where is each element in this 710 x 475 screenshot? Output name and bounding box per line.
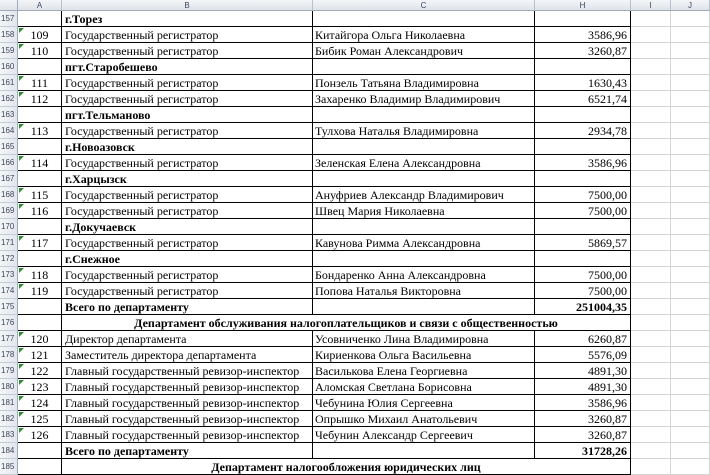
cell-name[interactable]: [313, 59, 535, 75]
row-header[interactable]: 173: [0, 267, 18, 283]
cell-empty[interactable]: [631, 283, 671, 299]
row-header[interactable]: 177: [0, 331, 18, 347]
cell-empty[interactable]: [671, 427, 710, 443]
cell-name[interactable]: Зеленская Елена Александровна: [313, 155, 535, 171]
cell-amount[interactable]: [535, 139, 631, 155]
row-header[interactable]: 168: [0, 187, 18, 203]
cell-amount[interactable]: 5576,09: [535, 347, 631, 363]
row-header[interactable]: 159: [0, 43, 18, 59]
cell-position[interactable]: Государственный регистратор: [62, 235, 313, 251]
cell-department-title[interactable]: Департамент налогообложения юридических лиц: [62, 459, 631, 475]
cell-empty[interactable]: [631, 411, 671, 427]
error-indicator-icon: [19, 268, 24, 273]
cell-amount[interactable]: 7500,00: [535, 187, 631, 203]
table-row: [0, 91, 710, 107]
cell-number[interactable]: 109: [18, 27, 62, 43]
cell-group-label[interactable]: г.Харцызск: [62, 171, 313, 187]
cell-amount[interactable]: [535, 219, 631, 235]
cell-amount[interactable]: 6521,74: [535, 91, 631, 107]
cell-name[interactable]: Ануфриев Александр Владимирович: [313, 187, 535, 203]
cell-number[interactable]: 116: [18, 203, 62, 219]
cell-amount[interactable]: 2934,78: [535, 123, 631, 139]
error-indicator-icon: [19, 156, 24, 161]
cell-empty[interactable]: [671, 363, 710, 379]
cell-number[interactable]: [18, 107, 62, 123]
cell-name[interactable]: Чебунина Юлия Сергеевна: [313, 395, 535, 411]
table-row: [0, 59, 710, 75]
cell-group-label[interactable]: г.Снежное: [62, 251, 313, 267]
cell-number[interactable]: 118: [18, 267, 62, 283]
cell-number[interactable]: [18, 299, 62, 315]
cell-empty[interactable]: [631, 427, 671, 443]
cell-number[interactable]: 125: [18, 411, 62, 427]
cell-number[interactable]: 117: [18, 235, 62, 251]
cell-name[interactable]: Швец Мария Николаевна: [313, 203, 535, 219]
cell-empty[interactable]: [631, 43, 671, 59]
cell-empty[interactable]: [671, 43, 710, 59]
table-row: [0, 155, 710, 171]
error-indicator-icon: [19, 428, 24, 433]
cell-number[interactable]: [18, 171, 62, 187]
cell-empty[interactable]: [671, 171, 710, 187]
cell-empty[interactable]: [671, 59, 710, 75]
row-header[interactable]: 169: [0, 203, 18, 219]
cell-empty[interactable]: [671, 11, 710, 27]
table-row: [0, 251, 710, 267]
column-header-i[interactable]: I: [631, 0, 671, 11]
cell-empty[interactable]: [631, 379, 671, 395]
cell-empty[interactable]: [671, 379, 710, 395]
cell-empty[interactable]: [631, 91, 671, 107]
row-header[interactable]: 158: [0, 27, 18, 43]
error-indicator-icon: [19, 364, 24, 369]
row-header[interactable]: 171: [0, 235, 18, 251]
cell-number[interactable]: 114: [18, 155, 62, 171]
table-row: [0, 347, 710, 363]
table-row: [0, 75, 710, 91]
cell-department-title[interactable]: Департамент обслуживания налогоплательщиков и связи с общественностью: [62, 315, 631, 331]
cell-name[interactable]: [313, 171, 535, 187]
table-row: [0, 379, 710, 395]
row-header[interactable]: 176: [0, 315, 18, 331]
error-indicator-icon: [19, 124, 24, 129]
cell-amount[interactable]: 3260,87: [535, 43, 631, 59]
cell-name[interactable]: Бибик Роман Александрович: [313, 43, 535, 59]
error-indicator-icon: [19, 284, 24, 289]
cell-position[interactable]: Государственный регистратор: [62, 283, 313, 299]
cell-name[interactable]: Кавунова Римма Александровна: [313, 235, 535, 251]
cell-amount[interactable]: 3586,96: [535, 155, 631, 171]
cell-amount[interactable]: [535, 251, 631, 267]
cell-empty[interactable]: [631, 187, 671, 203]
cell-total-amount[interactable]: 31728,26: [535, 443, 631, 459]
cell-empty[interactable]: [671, 267, 710, 283]
error-indicator-icon: [19, 332, 24, 337]
cell-empty[interactable]: [631, 443, 671, 459]
cell-empty[interactable]: [631, 363, 671, 379]
column-header-j[interactable]: J: [671, 0, 710, 11]
cell-name[interactable]: [313, 251, 535, 267]
table-row: [0, 411, 710, 427]
cell-empty[interactable]: [631, 139, 671, 155]
cell-name[interactable]: Попова Наталья Викторовна: [313, 283, 535, 299]
cell-amount[interactable]: 7500,00: [535, 267, 631, 283]
cell-name[interactable]: Василькова Елена Георгиевна: [313, 363, 535, 379]
cell-name[interactable]: [313, 219, 535, 235]
row-header[interactable]: 174: [0, 283, 18, 299]
cell-empty[interactable]: [631, 11, 671, 27]
cell-number[interactable]: 119: [18, 283, 62, 299]
cell-empty[interactable]: [631, 107, 671, 123]
cell-empty[interactable]: [631, 395, 671, 411]
row-header[interactable]: 181: [0, 395, 18, 411]
error-indicator-icon: [19, 396, 24, 401]
cell-number[interactable]: 121: [18, 347, 62, 363]
table-row: [0, 363, 710, 379]
cell-total-label[interactable]: Всего по департаменту: [62, 443, 313, 459]
cell-name[interactable]: Понзель Татьяна Владимировна: [313, 75, 535, 91]
cell-position[interactable]: Главный государственный ревизор-инспектор: [62, 411, 313, 427]
cell-empty[interactable]: [671, 219, 710, 235]
cell-total-label[interactable]: Всего по департаменту: [62, 299, 313, 315]
cell-position[interactable]: Главный государственный ревизор-инспектор: [62, 427, 313, 443]
row-header[interactable]: 167: [0, 171, 18, 187]
row-header[interactable]: 170: [0, 219, 18, 235]
table-row: [0, 331, 710, 347]
cell-name[interactable]: Чебунин Александр Сергеевич: [313, 427, 535, 443]
cell-group-label[interactable]: пгт.Тельманово: [62, 107, 313, 123]
cell-empty[interactable]: [631, 267, 671, 283]
table-row: [0, 107, 710, 123]
cell-name[interactable]: [313, 107, 535, 123]
table-row: [0, 283, 710, 299]
cell-amount[interactable]: 6260,87: [535, 331, 631, 347]
row-header[interactable]: 178: [0, 347, 18, 363]
cell-empty[interactable]: [671, 27, 710, 43]
cell-number[interactable]: [18, 139, 62, 155]
cell-amount[interactable]: 3260,87: [535, 411, 631, 427]
cell-empty[interactable]: [671, 315, 710, 331]
cell-number[interactable]: 111: [18, 75, 62, 91]
table-row: [0, 123, 710, 139]
table-row: [0, 395, 710, 411]
cell-position[interactable]: Государственный регистратор: [62, 267, 313, 283]
cell-empty[interactable]: [671, 299, 710, 315]
cell-position[interactable]: Государственный регистратор: [62, 187, 313, 203]
error-indicator-icon: [19, 44, 24, 49]
cell-amount[interactable]: 4891,30: [535, 363, 631, 379]
error-indicator-icon: [19, 380, 24, 385]
cell-total-amount[interactable]: 251004,35: [535, 299, 631, 315]
cell-position[interactable]: Государственный регистратор: [62, 91, 313, 107]
cell-empty[interactable]: [671, 139, 710, 155]
cell-empty[interactable]: [671, 235, 710, 251]
error-indicator-icon: [19, 76, 24, 81]
cell-amount[interactable]: 5869,57: [535, 235, 631, 251]
cell-position[interactable]: Директор департамента: [62, 331, 313, 347]
cell-group-label[interactable]: г.Новоазовск: [62, 139, 313, 155]
cell-name[interactable]: [313, 443, 535, 459]
cell-empty[interactable]: [671, 123, 710, 139]
cell-position[interactable]: Государственный регистратор: [62, 27, 313, 43]
cell-empty[interactable]: [671, 155, 710, 171]
cell-empty[interactable]: [671, 107, 710, 123]
cell-amount[interactable]: 1630,43: [535, 75, 631, 91]
cell-position[interactable]: Заместитель директора департамента: [62, 347, 313, 363]
column-header-a[interactable]: A: [18, 0, 62, 11]
cell-name[interactable]: Захаренко Владимир Владимирович: [313, 91, 535, 107]
cell-position[interactable]: Государственный регистратор: [62, 75, 313, 91]
table-row: [0, 43, 710, 59]
cell-number[interactable]: 110: [18, 43, 62, 59]
row-header[interactable]: 157: [0, 11, 18, 27]
table-row: [0, 139, 710, 155]
column-header-c[interactable]: C: [313, 0, 535, 11]
cell-amount[interactable]: [535, 171, 631, 187]
cell-name[interactable]: [313, 139, 535, 155]
cell-name[interactable]: Кириенкова Ольга Васильевна: [313, 347, 535, 363]
error-indicator-icon: [19, 412, 24, 417]
cell-number[interactable]: 126: [18, 427, 62, 443]
cell-position[interactable]: Государственный регистратор: [62, 43, 313, 59]
cell-amount[interactable]: [535, 11, 631, 27]
table-row: [0, 427, 710, 443]
cell-empty[interactable]: [671, 395, 710, 411]
cell-empty[interactable]: [671, 459, 710, 475]
cell-number[interactable]: 112: [18, 91, 62, 107]
row-header[interactable]: 182: [0, 411, 18, 427]
cell-empty[interactable]: [631, 27, 671, 43]
error-indicator-icon: [19, 28, 24, 33]
error-indicator-icon: [19, 236, 24, 241]
cell-group-label[interactable]: пгт.Старобешево: [62, 59, 313, 75]
cell-name[interactable]: Опрышко Михаил Анатольевич: [313, 411, 535, 427]
cell-number[interactable]: 115: [18, 187, 62, 203]
cell-name[interactable]: Аломская Светлана Борисовна: [313, 379, 535, 395]
row-header[interactable]: 179: [0, 363, 18, 379]
cell-number[interactable]: [18, 459, 62, 475]
cell-empty[interactable]: [631, 219, 671, 235]
cell-empty[interactable]: [671, 283, 710, 299]
error-indicator-icon: [19, 348, 24, 353]
cell-empty[interactable]: [631, 299, 671, 315]
cell-number[interactable]: [18, 219, 62, 235]
table-row: [0, 443, 710, 459]
cell-empty[interactable]: [631, 347, 671, 363]
table-row: [0, 219, 710, 235]
cell-position[interactable]: Государственный регистратор: [62, 203, 313, 219]
cell-position[interactable]: Главный государственный ревизор-инспектор: [62, 379, 313, 395]
cell-name[interactable]: [313, 299, 535, 315]
cell-empty[interactable]: [631, 235, 671, 251]
cell-number[interactable]: [18, 315, 62, 331]
cell-empty[interactable]: [671, 331, 710, 347]
cell-empty[interactable]: [631, 59, 671, 75]
row-header[interactable]: 163: [0, 107, 18, 123]
cell-number[interactable]: [18, 443, 62, 459]
cell-empty[interactable]: [671, 203, 710, 219]
cell-empty[interactable]: [631, 203, 671, 219]
cell-group-label[interactable]: г.Докучаевск: [62, 219, 313, 235]
select-all-corner[interactable]: [0, 0, 18, 11]
table-row: [0, 267, 710, 283]
error-indicator-icon: [19, 204, 24, 209]
cell-empty[interactable]: [671, 443, 710, 459]
cell-amount[interactable]: [535, 107, 631, 123]
table-row: [0, 235, 710, 251]
table-row: [0, 187, 710, 203]
cell-empty[interactable]: [631, 171, 671, 187]
cell-empty[interactable]: [671, 347, 710, 363]
row-header[interactable]: 164: [0, 123, 18, 139]
cell-position[interactable]: Главный государственный ревизор-инспектор: [62, 395, 313, 411]
cell-amount[interactable]: 3260,87: [535, 427, 631, 443]
cell-position[interactable]: Главный государственный ревизор-инспектор: [62, 363, 313, 379]
cell-empty[interactable]: [671, 187, 710, 203]
cell-number[interactable]: [18, 251, 62, 267]
cell-number[interactable]: [18, 11, 62, 27]
cell-amount[interactable]: 7500,00: [535, 203, 631, 219]
cell-empty[interactable]: [671, 411, 710, 427]
cell-empty[interactable]: [631, 75, 671, 91]
cell-amount[interactable]: 3586,96: [535, 27, 631, 43]
cell-empty[interactable]: [631, 315, 671, 331]
cell-number[interactable]: 120: [18, 331, 62, 347]
column-header-h[interactable]: H: [535, 0, 631, 11]
cell-empty[interactable]: [671, 75, 710, 91]
cell-number[interactable]: [18, 59, 62, 75]
cell-empty[interactable]: [631, 459, 671, 475]
row-header[interactable]: 183: [0, 427, 18, 443]
column-header-b[interactable]: B: [62, 0, 313, 11]
table-row: [0, 459, 710, 475]
cell-position[interactable]: Государственный регистратор: [62, 155, 313, 171]
cell-amount[interactable]: [535, 59, 631, 75]
cell-amount[interactable]: 7500,00: [535, 283, 631, 299]
cell-empty[interactable]: [671, 251, 710, 267]
cell-empty[interactable]: [631, 155, 671, 171]
row-header[interactable]: 184: [0, 443, 18, 459]
table-row: [0, 315, 710, 331]
error-indicator-icon: [19, 92, 24, 97]
table-row: [0, 11, 710, 27]
cell-position[interactable]: Государственный регистратор: [62, 123, 313, 139]
cell-empty[interactable]: [631, 331, 671, 347]
row-header[interactable]: 175: [0, 299, 18, 315]
row-header[interactable]: 160: [0, 59, 18, 75]
row-header[interactable]: 162: [0, 91, 18, 107]
cell-name[interactable]: Усовниченко Лина Владимировна: [313, 331, 535, 347]
row-header[interactable]: 185: [0, 459, 18, 475]
row-header[interactable]: 165: [0, 139, 18, 155]
cell-name[interactable]: Китайгора Ольга Николаевна: [313, 27, 535, 43]
cell-name[interactable]: Бондаренко Анна Александровна: [313, 267, 535, 283]
cell-number[interactable]: 124: [18, 395, 62, 411]
table-row: [0, 203, 710, 219]
cell-number[interactable]: 122: [18, 363, 62, 379]
cell-empty[interactable]: [631, 251, 671, 267]
cell-group-label[interactable]: г.Торез: [62, 11, 313, 27]
cell-amount[interactable]: 4891,30: [535, 379, 631, 395]
table-row: [0, 299, 710, 315]
error-indicator-icon: [19, 188, 24, 193]
row-header[interactable]: 172: [0, 251, 18, 267]
cell-amount[interactable]: 3586,96: [535, 395, 631, 411]
row-header[interactable]: 166: [0, 155, 18, 171]
cell-number[interactable]: 123: [18, 379, 62, 395]
cell-empty[interactable]: [631, 123, 671, 139]
table-row: [0, 171, 710, 187]
cell-name[interactable]: Тулхова Наталья Владимировна: [313, 123, 535, 139]
cell-number[interactable]: 113: [18, 123, 62, 139]
cell-name[interactable]: [313, 11, 535, 27]
cell-empty[interactable]: [671, 91, 710, 107]
row-header[interactable]: 180: [0, 379, 18, 395]
table-row: [0, 27, 710, 43]
row-header[interactable]: 161: [0, 75, 18, 91]
